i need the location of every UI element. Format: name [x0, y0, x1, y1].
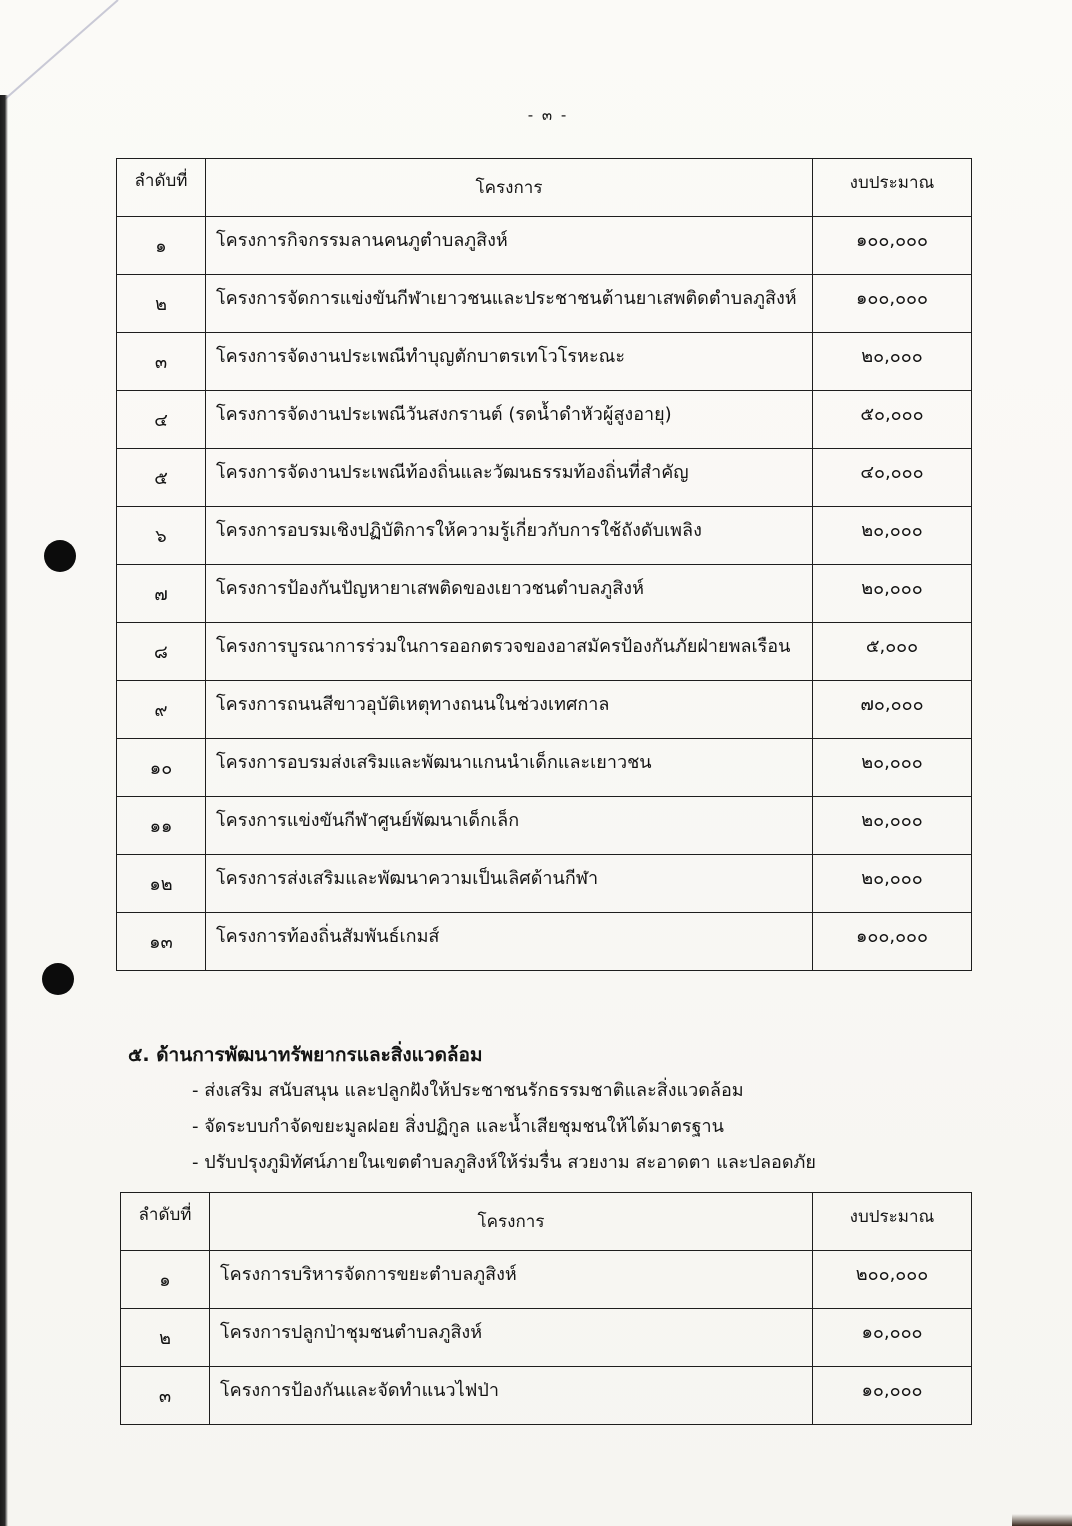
row-project-text: โครงการป้องกันปัญหายาเสพติดของเยาวชนตำบลภูสิงห์ — [216, 578, 644, 599]
row-order — [117, 391, 206, 449]
row-budget — [813, 1367, 972, 1425]
header-order: ลำดับที่ — [121, 1193, 210, 1251]
table-row — [117, 797, 972, 855]
row-order — [117, 855, 206, 913]
table-row — [117, 739, 972, 797]
table-row — [117, 913, 972, 971]
punch-hole-top — [44, 540, 76, 572]
row-order-text: ๕ — [154, 468, 168, 489]
row-project-text: โครงการอบรมส่งเสริมและพัฒนาแกนนำเด็กและเยาวชน — [216, 752, 652, 773]
row-order-text: ๔ — [154, 410, 168, 431]
header-project: โครงการ — [210, 1193, 813, 1251]
header-order: ลำดับที่ — [117, 159, 206, 217]
row-budget-text: ๗๐,๐๐๐ — [860, 694, 924, 715]
row-project — [206, 623, 813, 681]
budget-table-1 — [116, 158, 972, 971]
row-order-text: ๗ — [154, 584, 168, 605]
row-project — [206, 449, 813, 507]
row-project — [210, 1309, 813, 1367]
row-project — [206, 855, 813, 913]
table-row — [121, 1309, 972, 1367]
row-project — [206, 333, 813, 391]
row-project-text: โครงการท้องถิ่นสัมพันธ์เกมส์ — [216, 926, 440, 947]
row-order-text: ๑ — [159, 1270, 171, 1291]
row-project-text: โครงการจัดการแข่งขันกีฬาเยาวชนและประชาชนต้านยาเสพติดตำบลภูสิงห์ — [216, 288, 797, 309]
table-row — [117, 449, 972, 507]
row-project-text: โครงการถนนสีขาวอุบัติเหตุทางถนนในช่วงเทศกาล — [216, 694, 610, 715]
table-row — [117, 623, 972, 681]
row-budget-text: ๒๐,๐๐๐ — [861, 868, 923, 889]
row-project — [206, 797, 813, 855]
scan-shadow-edge — [0, 95, 8, 1526]
table-row — [117, 681, 972, 739]
row-budget — [813, 855, 972, 913]
table-header-row — [117, 159, 972, 217]
row-order-text: ๖ — [155, 526, 167, 547]
row-budget-text: ๒๐,๐๐๐ — [861, 346, 923, 367]
table-row — [121, 1251, 972, 1309]
section-heading: ๕. ด้านการพัฒนาทรัพยากรและสิ่งแวดล้อม — [128, 1044, 483, 1066]
table-row — [117, 333, 972, 391]
row-project-text: โครงการจัดงานประเพณีท้องถิ่นและวัฒนธรรมท้องถิ่นที่สำคัญ — [216, 462, 689, 483]
scan-corner-shadow — [1012, 1514, 1072, 1526]
row-order-text: ๘ — [154, 642, 168, 663]
row-order-text: ๓ — [158, 1386, 172, 1407]
row-budget-text: ๑๐๐,๐๐๐ — [855, 288, 929, 309]
row-budget-text: ๒๐,๐๐๐ — [861, 578, 923, 599]
row-budget-text: ๔๐,๐๐๐ — [860, 462, 924, 483]
row-budget — [813, 797, 972, 855]
header-project: โครงการ — [206, 159, 813, 217]
row-budget-text: ๒๐,๐๐๐ — [861, 810, 923, 831]
bullet-item: - ปรับปรุงภูมิทัศน์ภายในเขตตำบลภูสิงห์ให้ร่มรื่น สวยงาม สะอาดตา และปลอดภัย — [192, 1152, 816, 1173]
row-project-text: โครงการจัดงานประเพณีวันสงกรานต์ (รดน้ำดำหัวผู้สูงอายุ) — [216, 404, 672, 425]
row-order-text: ๑๒ — [149, 874, 173, 895]
row-order-text: ๒ — [159, 1328, 171, 1349]
row-project-text: โครงการอบรมเชิงปฏิบัติการให้ความรู้เกี่ยวกับการใช้ถังดับเพลิง — [216, 520, 702, 541]
row-budget — [813, 913, 972, 971]
row-project — [206, 217, 813, 275]
row-order-text: ๑๓ — [149, 932, 173, 953]
table-row — [117, 217, 972, 275]
table-row — [121, 1367, 972, 1425]
row-budget — [813, 217, 972, 275]
table-row — [117, 507, 972, 565]
row-order-text: ๑๑ — [149, 816, 173, 837]
row-order — [117, 449, 206, 507]
header-budget: งบประมาณ — [813, 159, 972, 217]
table-header-row — [121, 1193, 972, 1251]
row-project — [206, 739, 813, 797]
row-order-text: ๑ — [155, 236, 167, 257]
row-project-text: โครงการกิจกรรมลานคนภูตำบลภูสิงห์ — [216, 230, 508, 251]
row-project-text: โครงการปลูกป่าชุมชนตำบลภูสิงห์ — [220, 1322, 483, 1343]
row-budget-text: ๒๐,๐๐๐ — [861, 520, 923, 541]
row-project — [210, 1251, 813, 1309]
table-row — [117, 855, 972, 913]
row-budget-text: ๒๐๐,๐๐๐ — [855, 1264, 929, 1285]
row-project — [206, 681, 813, 739]
row-budget — [813, 391, 972, 449]
row-order-text: ๙ — [154, 700, 168, 721]
row-budget — [813, 565, 972, 623]
row-project — [206, 913, 813, 971]
row-budget-text: ๒๐,๐๐๐ — [861, 752, 923, 773]
row-order — [121, 1367, 210, 1425]
row-project-text: โครงการบริหารจัดการขยะตำบลภูสิงห์ — [220, 1264, 517, 1285]
row-order — [117, 797, 206, 855]
row-project — [210, 1367, 813, 1425]
row-project-text: โครงการป้องกันและจัดทำแนวไฟป่า — [220, 1380, 499, 1401]
section-bullets — [192, 1073, 816, 1181]
row-order-text: ๒ — [155, 294, 167, 315]
row-budget-text: ๑๐๐,๐๐๐ — [855, 230, 929, 251]
row-budget — [813, 507, 972, 565]
row-order — [117, 275, 206, 333]
row-budget-text: ๑๐,๐๐๐ — [861, 1322, 923, 1343]
row-order — [117, 507, 206, 565]
row-order — [117, 623, 206, 681]
table-row — [117, 565, 972, 623]
row-budget — [813, 1251, 972, 1309]
row-budget — [813, 275, 972, 333]
row-order — [117, 217, 206, 275]
row-order-text: ๑๐ — [149, 758, 173, 779]
row-project — [206, 565, 813, 623]
bullet-item: - จัดระบบกำจัดขยะมูลฝอย สิ่งปฏิกูล และน้ำเสียชุมชนให้ได้มาตรฐาน — [192, 1116, 724, 1137]
row-order — [121, 1251, 210, 1309]
row-order — [117, 913, 206, 971]
row-budget-text: ๕๐,๐๐๐ — [860, 404, 924, 425]
row-project-text: โครงการจัดงานประเพณีทำบุญตักบาตรเทโวโรหะณะ — [216, 346, 625, 367]
row-project-text: โครงการส่งเสริมและพัฒนาความเป็นเลิศด้านกีฬา — [216, 868, 599, 889]
row-budget-text: ๑๐๐,๐๐๐ — [855, 926, 929, 947]
row-order-text: ๓ — [154, 352, 168, 373]
bullet-item: - ส่งเสริม สนับสนุน และปลูกฝังให้ประชาชนรักธรรมชาติและสิ่งแวดล้อม — [192, 1080, 744, 1101]
row-order — [121, 1309, 210, 1367]
row-budget-text: ๕,๐๐๐ — [865, 636, 919, 657]
row-project — [206, 275, 813, 333]
row-budget-text: ๑๐,๐๐๐ — [861, 1380, 923, 1401]
header-budget: งบประมาณ — [813, 1193, 972, 1251]
row-budget — [813, 623, 972, 681]
row-budget — [813, 681, 972, 739]
row-order — [117, 333, 206, 391]
punch-hole-bottom — [42, 963, 74, 995]
row-budget — [813, 739, 972, 797]
table-row — [117, 275, 972, 333]
row-project-text: โครงการแข่งขันกีฬาศูนย์พัฒนาเด็กเล็ก — [216, 810, 520, 831]
row-order — [117, 739, 206, 797]
row-order — [117, 681, 206, 739]
page-number: - ๓ - — [527, 106, 569, 124]
table-row — [117, 391, 972, 449]
row-budget — [813, 449, 972, 507]
row-budget — [813, 333, 972, 391]
row-project — [206, 391, 813, 449]
row-budget — [813, 1309, 972, 1367]
row-project-text: โครงการบูรณาการร่วมในการออกตรวจของอาสมัครป้องกันภัยฝ่ายพลเรือน — [216, 636, 791, 657]
row-project — [206, 507, 813, 565]
budget-table-2 — [120, 1192, 972, 1425]
row-order — [117, 565, 206, 623]
